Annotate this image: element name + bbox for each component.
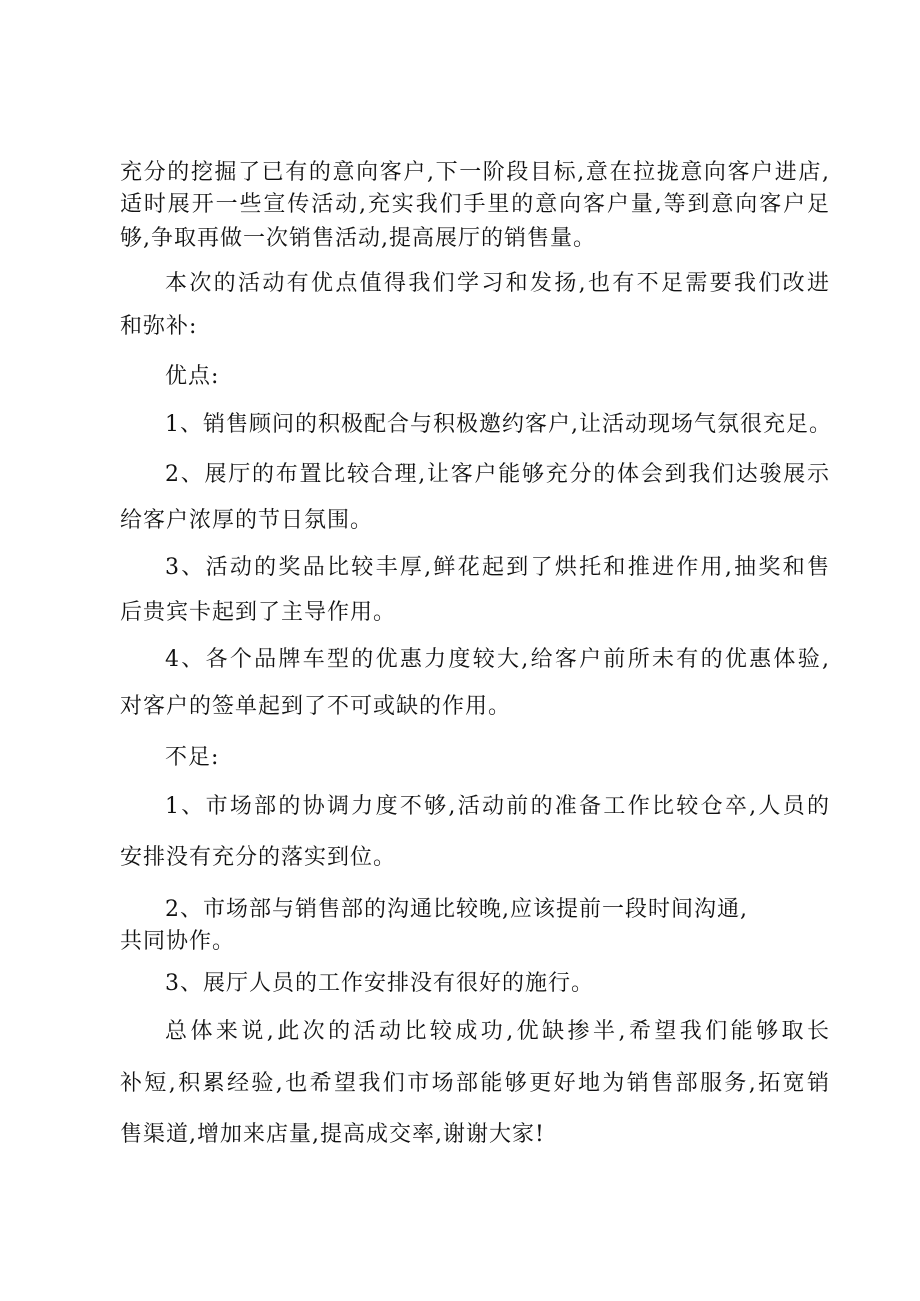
body-text-line: 售渠道,增加来店量,提高成交率,谢谢大家! bbox=[120, 1122, 545, 1147]
paragraph-first-line: 总体来说,此次的活动比较成功,优缺掺半,希望我们能够取长 bbox=[165, 1019, 830, 1044]
body-text-line: 适时展开一些宣传活动,充实我们手里的意向客户量,等到意向客户足 bbox=[120, 192, 830, 217]
section-heading-shortcomings: 不足: bbox=[165, 745, 220, 770]
body-text-line: 对客户的签单起到了不可或缺的作用。 bbox=[120, 694, 512, 719]
list-item-line: 3、展厅人员的工作安排没有很好的施行。 bbox=[165, 971, 594, 996]
list-item-line: 2、展厅的布置比较合理,让客户能够充分的体会到我们达骏展示 bbox=[165, 462, 830, 487]
section-heading-advantages: 优点: bbox=[165, 364, 220, 389]
list-item-line: 1、市场部的协调力度不够,活动前的准备工作比较仓卒,人员的 bbox=[165, 794, 830, 819]
body-text-line: 补短,积累经验,也希望我们市场部能够更好地为销售部服务,拓宽销 bbox=[120, 1071, 830, 1096]
body-text-line: 后贵宾卡起到了主导作用。 bbox=[120, 600, 397, 625]
body-text-line: 给客户浓厚的节日氛围。 bbox=[120, 508, 374, 533]
list-item-line: 3、活动的奖品比较丰厚,鲜花起到了烘托和推进作用,抽奖和售 bbox=[165, 555, 830, 580]
list-item-line: 2、市场部与销售部的沟通比较晚,应该提前一段时间沟通, bbox=[165, 897, 748, 922]
body-text-line: 共同协作。 bbox=[120, 929, 236, 954]
body-text-line: 安排没有充分的落实到位。 bbox=[120, 845, 397, 870]
list-item-line: 4、各个品牌车型的优惠力度较大,给客户前所未有的优惠体验, bbox=[165, 647, 830, 672]
paragraph-first-line: 本次的活动有优点值得我们学习和发扬,也有不足需要我们改进 bbox=[165, 271, 830, 296]
body-text-line: 够,争取再做一次销售活动,提高展厅的销售量。 bbox=[120, 226, 596, 251]
list-item-line: 1、销售顾问的积极配合与积极邀约客户,让活动现场气氛很充足。 bbox=[165, 412, 832, 437]
body-text-line: 充分的挖掘了已有的意向客户,下一阶段目标,意在拉拢意向客户进店, bbox=[120, 160, 830, 185]
body-text-line: 和弥补: bbox=[120, 314, 198, 339]
